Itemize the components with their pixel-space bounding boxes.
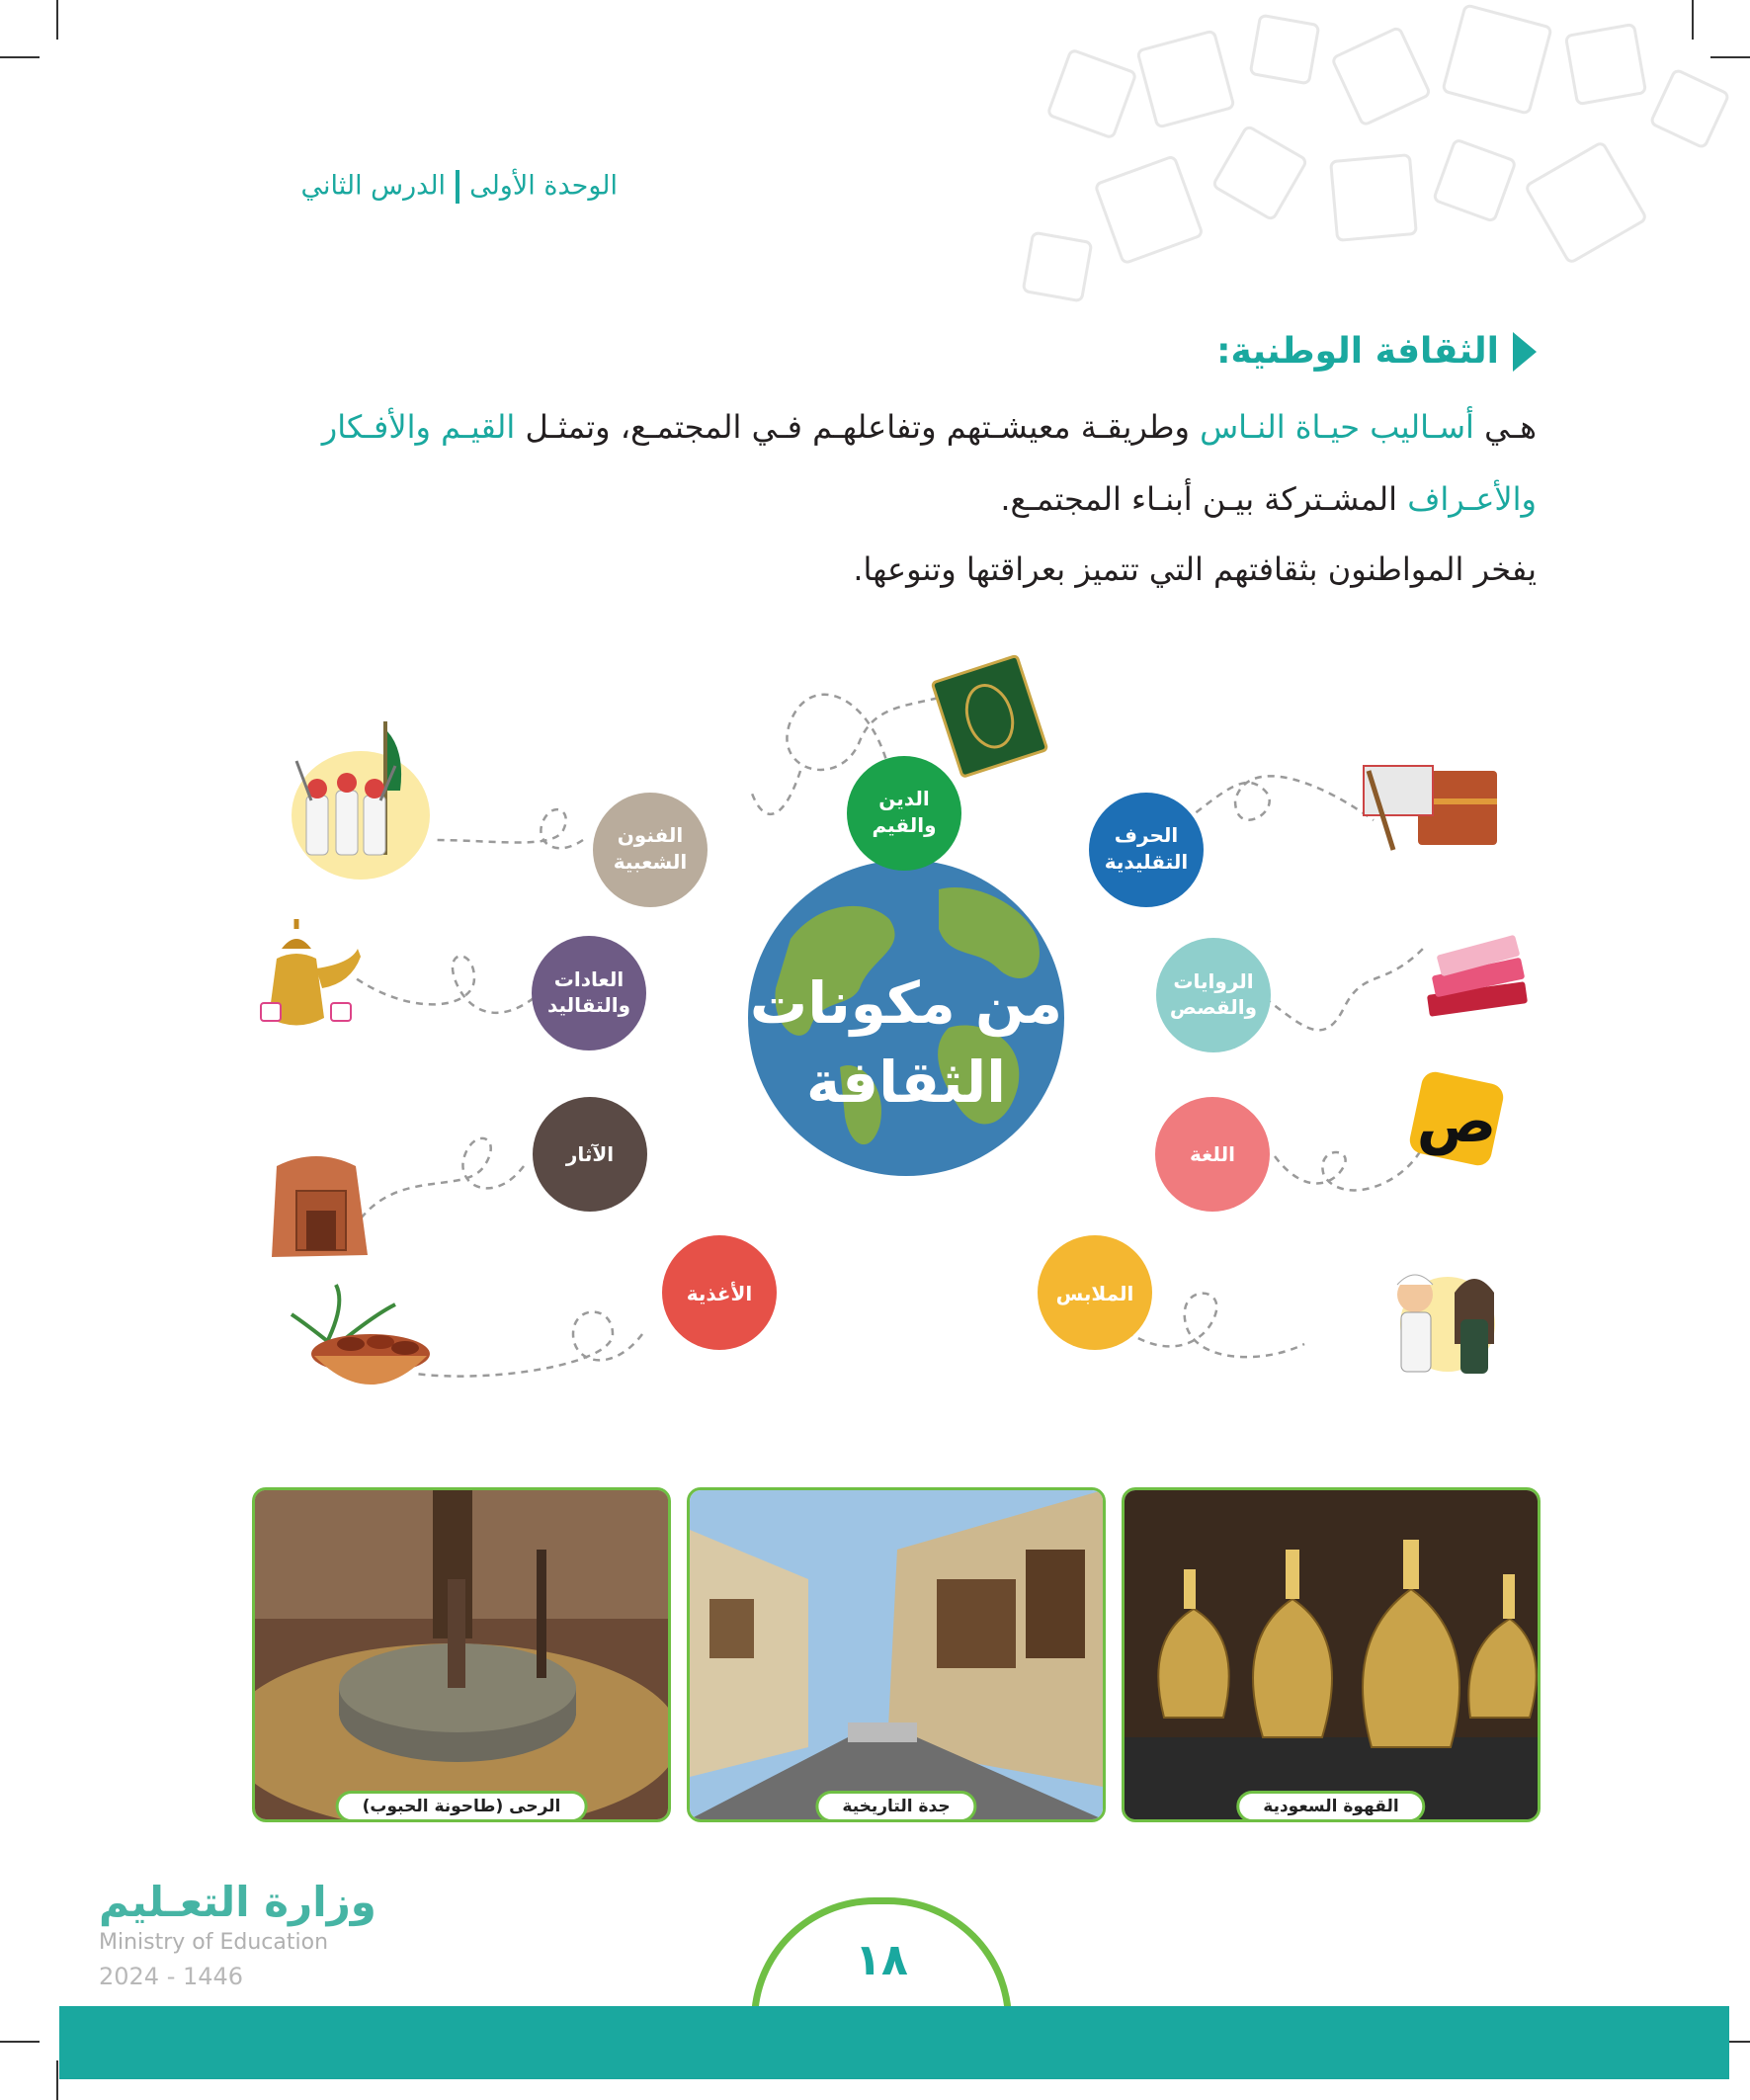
books-icon	[1427, 935, 1528, 1017]
millstone-photo	[255, 1490, 668, 1819]
ministry-english-name: Ministry of Education	[99, 1930, 329, 1955]
paragraph-line-3: يفخر المواطنون بثقافتهم التي تتميز بعراقتها وتنوعها.	[853, 550, 1537, 588]
coffee-pot-icon	[261, 919, 361, 1026]
text-span: المشـتركة بيـن أبنـاء المجتمـع.	[1000, 480, 1408, 518]
historic-street-photo	[690, 1490, 1103, 1819]
node-religion	[847, 756, 961, 871]
unit-label: الوحدة الأولى	[469, 170, 618, 202]
node-label-line-1: اللغة	[1190, 1142, 1235, 1166]
paragraph-line-2	[1000, 479, 1537, 519]
text-span: هـي	[1473, 408, 1537, 446]
node-label-line-2: والتقاليد	[546, 993, 631, 1017]
quran-book-icon	[932, 655, 1046, 777]
section-title	[1216, 331, 1537, 372]
section-title-text: الثقافة الوطنية:	[1216, 331, 1499, 372]
crop-mark	[0, 56, 40, 58]
node-label-line-2: والقيم	[872, 813, 937, 837]
node-language	[1155, 1097, 1270, 1212]
node-customs	[532, 936, 646, 1050]
node-label-line-1: الحرف	[1114, 823, 1179, 847]
node-label-line-1: العادات	[553, 967, 625, 991]
globe-title-line-2: الثقافة	[805, 1049, 1007, 1116]
edition-year: 2024 - 1446	[99, 1963, 244, 1990]
node-label-line-1: الفنون	[617, 823, 684, 847]
node-folk-arts	[593, 793, 708, 907]
node-label-line-2: والقصص	[1169, 995, 1258, 1019]
node-crafts	[1089, 793, 1204, 907]
ministry-arabic-name: وزارة التعـليم	[99, 1878, 376, 1926]
node-label-line-1: الدين	[878, 787, 930, 810]
decorative-squares	[1018, 0, 1750, 326]
crop-mark	[0, 2041, 40, 2043]
dates-bowl-icon	[292, 1285, 430, 1385]
crop-mark	[56, 2060, 58, 2100]
footer-band	[59, 2006, 1729, 2079]
children-traditional-clothes-icon	[1397, 1275, 1495, 1374]
highlight-term: والأعـراف	[1407, 480, 1537, 518]
dallah-pots-photo	[1125, 1490, 1538, 1819]
traditional-crafts-icon	[1364, 766, 1497, 850]
highlight-term: القيـم والأفـكار	[321, 408, 516, 446]
node-label-line-2: الشعبية	[613, 850, 688, 874]
page-number: ١٨	[855, 1935, 908, 1985]
historic-monument-icon	[272, 1156, 368, 1257]
lesson-label: الدرس الثاني	[300, 170, 447, 202]
highlight-term: أسـاليب حيـاة النـاس	[1200, 408, 1474, 446]
node-stories	[1156, 938, 1271, 1052]
node-heritage	[533, 1097, 647, 1212]
photo-caption: جدة التاريخية	[815, 1791, 976, 1822]
paragraph-line-1	[322, 407, 1537, 447]
ministry-logo	[99, 1878, 376, 1990]
crop-mark	[56, 0, 58, 40]
globe-title-line-1: من مكونات	[749, 969, 1063, 1037]
node-label-line-1: الآثار	[565, 1142, 615, 1166]
node-label-line-1: الأغذية	[686, 1282, 753, 1305]
photo-caption: القهوة السعودية	[1236, 1791, 1425, 1822]
photo-historic-jeddah	[687, 1487, 1106, 1822]
text-span: وطريقـة معيشـتهم وتفاعلهـم فـي المجتمـع، وتمثـل	[515, 408, 1201, 446]
node-clothes	[1038, 1235, 1152, 1350]
node-label-line-2: التقليدية	[1104, 850, 1189, 874]
unit-lesson-header	[300, 170, 618, 204]
globe-center	[748, 860, 1064, 1176]
node-label-line-1: الروايات	[1173, 969, 1254, 993]
node-label-line-1: الملابس	[1055, 1282, 1134, 1305]
calligraphy-letter: ص	[1416, 1087, 1497, 1156]
culture-components-diagram	[0, 652, 1750, 1423]
photo-caption: الرحى (طاحونة الحبوب)	[336, 1791, 588, 1822]
photo-saudi-coffee	[1122, 1487, 1541, 1822]
node-food	[662, 1235, 777, 1350]
triangle-bullet-icon	[1513, 332, 1537, 372]
header-separator	[456, 170, 459, 204]
photo-millstone	[252, 1487, 671, 1822]
arabic-letter-icon	[1407, 1069, 1506, 1168]
flag-dancers-icon	[292, 721, 430, 880]
